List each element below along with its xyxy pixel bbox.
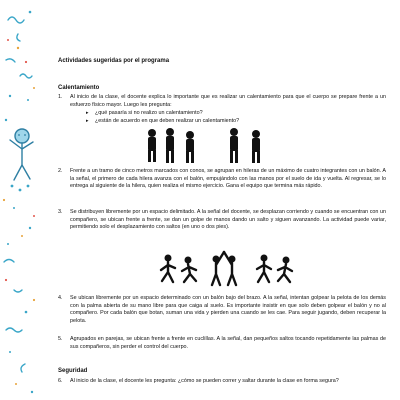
decorative-border [0,0,42,400]
decorative-pattern-icon [0,0,42,400]
safety-heading: Seguridad [58,368,88,374]
activity-item-5 [58,336,386,351]
question-item: ▸ ¿qué pasaría si no realizo un calentamiento? [86,110,239,118]
item-number: 5. [58,336,63,342]
activity-item-3 [58,209,386,232]
question-list [86,110,239,125]
children-silhouette-icon [142,127,274,165]
item-text: Agrupados en parejas, se ubican frente a frente en cuclillas. A la señal, dan pequeños saltos tocando repetidamente las palmas de sus compañeros, sin perder el control del cuerpo. [70,336,386,350]
item-text: Al inicio de la clase, el docente explica lo importante que es realizar un calentamiento para que el cuerpo se prepare frente a un esfuerzo físico mayor. Luego les pregunta: [70,94,386,108]
item-number: 4. [58,295,63,301]
item-number: 6. [58,378,63,384]
item-number: 2. [58,168,63,174]
warmup-heading: Calentamiento [58,85,100,91]
jumping-silhouette-icon [158,248,308,288]
item-number: 1. [58,94,63,100]
activity-item-4 [58,295,386,325]
question-item: ▸ ¿están de acuerdo en que deben realizar un calentamiento? [86,118,239,126]
activity-item-2 [58,168,386,191]
item-text: Al inicio de la clase, el docente les pregunta: ¿cómo se pueden correr y saltar durante la clase en forma segura? [70,378,339,384]
figure-group-jumping [158,248,308,288]
item-text: Se ubican libremente por un espacio determinado con un balón bajo del brazo. A la señal, intentan golpear la pelota de los demás con la palma abierta de su mano libre para que caiga al suelo. Es importante insistir en que solo deben golpear el balón y no al compañero. Por cada balón que botan, suman una vida y pierden una cuando se les cae. Para seguir jugando, deben recuperar la pelota. [70,295,386,324]
activity-item-6 [58,378,386,386]
item-number: 3. [58,209,63,215]
item-text: Se distribuyen libremente por un espacio delimitado. A la señal del docente, se desplazan corriendo y cuando se encuentran con un compañero, se ubican frente a frente, se dan un golpe de manos dando un salto y siguen avanzando. La actividad puede variar, permitiendo solo el desplazamiento con saltos (en uno o dos pies). [70,209,386,231]
item-text: Frente a un tramo de cinco metros marcados con conos, se agrupan en hileras de un máximo de cuatro integrantes con un balón. A la señal, el primero de cada hilera avanza con el balón, empujándolo con las manos por el suelo de ida y vuelta. Al regresar, se lo entrega al siguiente de la hilera, quien realiza el mismo ejercicio. Gana el equipo que termina más rápido. [70,168,386,190]
section-title: Actividades sugeridas por el programa [58,58,170,64]
activity-item-1 [58,94,386,109]
figure-group-silhouettes [142,127,274,165]
